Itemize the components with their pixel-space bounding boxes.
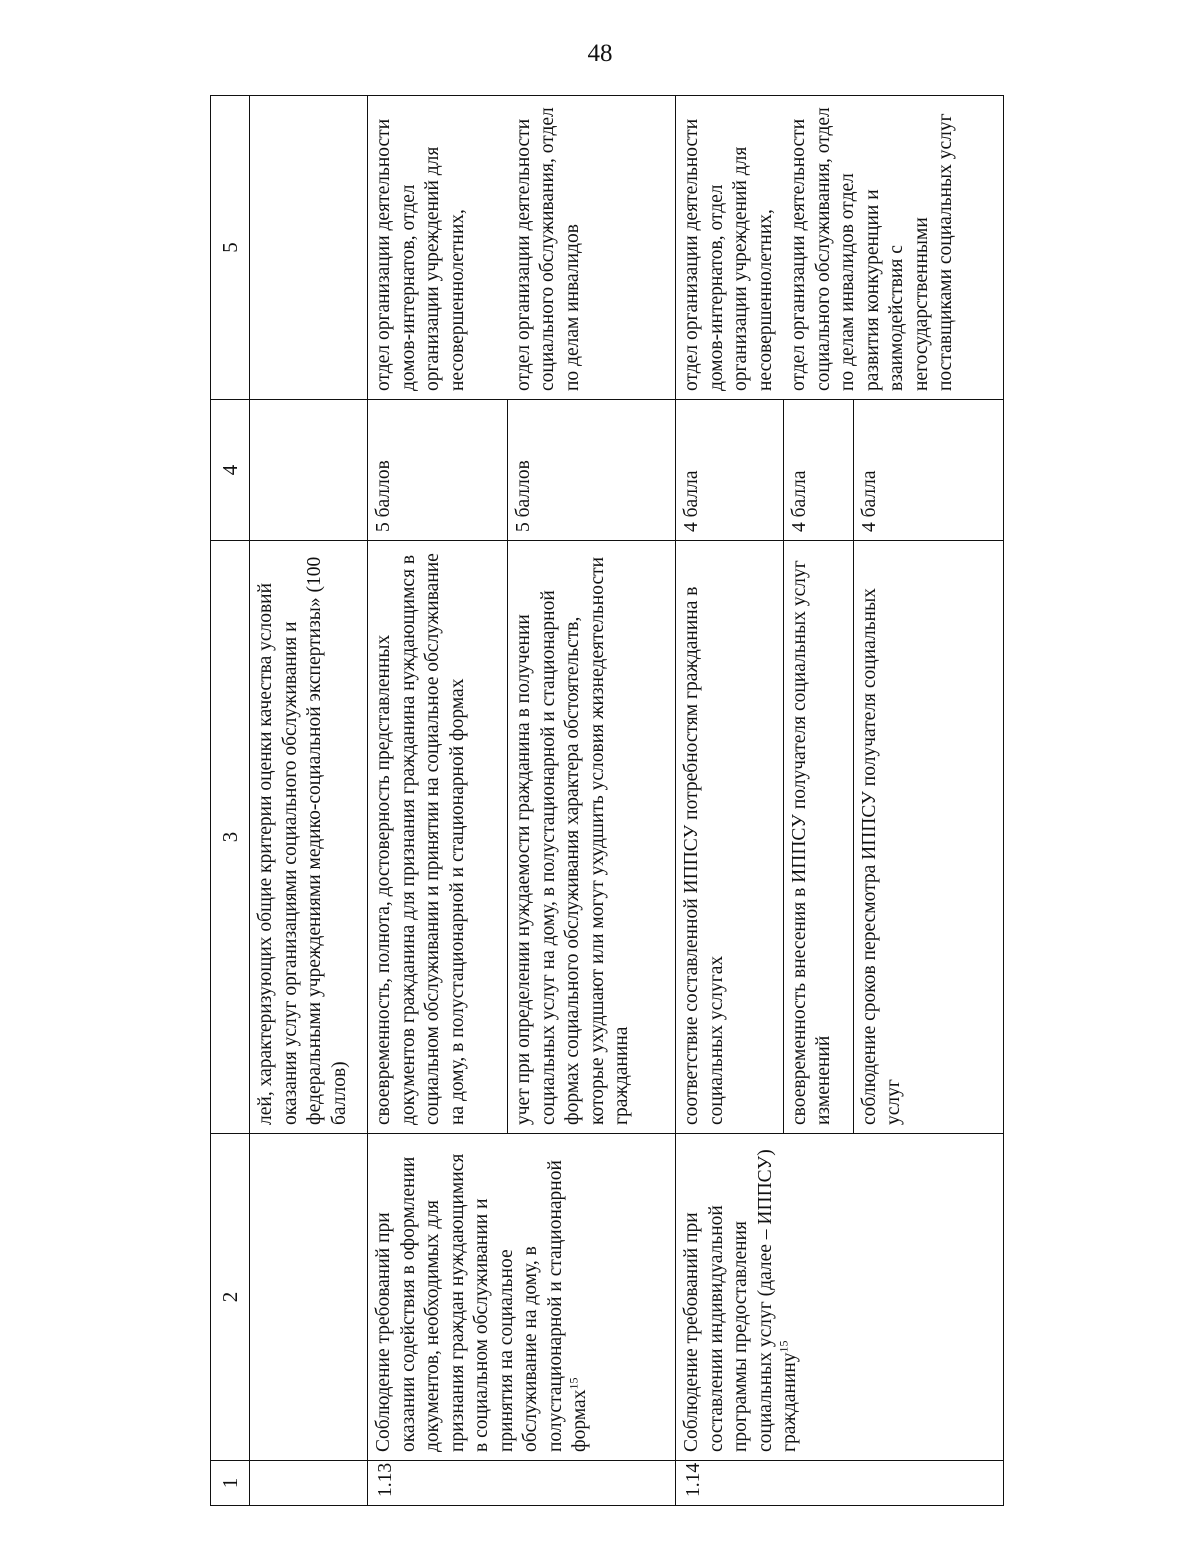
cell-empty: [250, 400, 368, 541]
row-responsible: отдел организации деятельности домов-интернатов, отдел организации учреждений для несовершеннолетних,: [368, 96, 508, 400]
criteria-table: [210, 96, 1100, 1506]
row-criterion: учет при определении нуждаемости гражданина в получении социальных услуг на дому, в полустационарной и стационарной формах социального обслуживания характера обстоятельств, которые ухудшают или могут ухудшить условия жизнедеятельности гражданина: [508, 541, 676, 1134]
row-score: 4 балла: [853, 400, 1003, 541]
header-col-4: 4: [211, 400, 250, 541]
row-score: 4 балла: [676, 400, 784, 541]
header-col-5: 5: [211, 96, 250, 400]
footnote-ref: 15: [566, 1377, 581, 1390]
row-responsible: отдел организации деятельности домов-интернатов, отдел организации учреждений для несовершеннолетних,: [676, 96, 784, 400]
row-number: 1.14: [676, 1461, 1004, 1506]
row-criterion: соответствие составленной ИППСУ потребностям гражданина в социальных услугах: [676, 541, 784, 1134]
footnote-ref: 15: [776, 1340, 791, 1353]
row-number: 1.13: [368, 1461, 676, 1506]
header-col-3: 3: [211, 541, 250, 1134]
row-requirement: [368, 1134, 676, 1461]
row-responsible: отдел организации деятельности социального обслуживания, отдел по делам инвалидов: [508, 96, 676, 400]
header-row: [211, 96, 250, 1506]
continuation-row: [250, 96, 368, 1506]
row-score: 4 балла: [783, 400, 853, 541]
header-col-1: 1: [211, 1461, 250, 1506]
table-row: [368, 96, 508, 1506]
page-number: 48: [587, 40, 613, 67]
row-requirement: [676, 1134, 1004, 1461]
row-responsible: отдел организации деятельности социального обслуживания, отдел по делам инвалидов отдел развития конкуренции и взаимодействия с негосударственными поставщиками социальных услуг: [783, 96, 1003, 400]
cell-empty: [250, 96, 368, 400]
requirement-text: Соблюдение требований при оказании содействия в оформлении документов, необходимых для признания граждан нуждающимися в социальном обслуживании и принятия на социальное обслуживание на дому, в полустационарной и стационарной формах: [373, 1153, 590, 1452]
row-score: 5 баллов: [508, 400, 676, 541]
row-score: 5 баллов: [368, 400, 508, 541]
row-criterion: своевременность внесения в ИППСУ получателя социальных услуг изменений: [783, 541, 853, 1134]
table-row: [676, 96, 784, 1506]
cell-empty: [250, 1134, 368, 1461]
requirement-text: Соблюдение требований при составлении индивидуальной программы предоставления социальных услуг (далее – ИППСУ) гражданину: [681, 1149, 800, 1452]
header-col-2: 2: [211, 1134, 250, 1461]
row-criterion: соблюдение сроков пересмотра ИППСУ получателя социальных услуг: [853, 541, 1003, 1134]
cell-empty: [250, 1461, 368, 1506]
continuation-criteria: лей, характеризующих общие критерии оценки качества условий оказания услуг организациями социального обслуживания и федеральными учреждениями медико-социальной экспертизы» (100 баллов): [250, 541, 368, 1134]
row-criterion: своевременность, полнота, достоверность представленных документов гражданина для признания гражданина нуждающимся в социальном обслуживании и принятии на социальное обслуживание на дому, в полустационарной и стационарной формах: [368, 541, 508, 1134]
